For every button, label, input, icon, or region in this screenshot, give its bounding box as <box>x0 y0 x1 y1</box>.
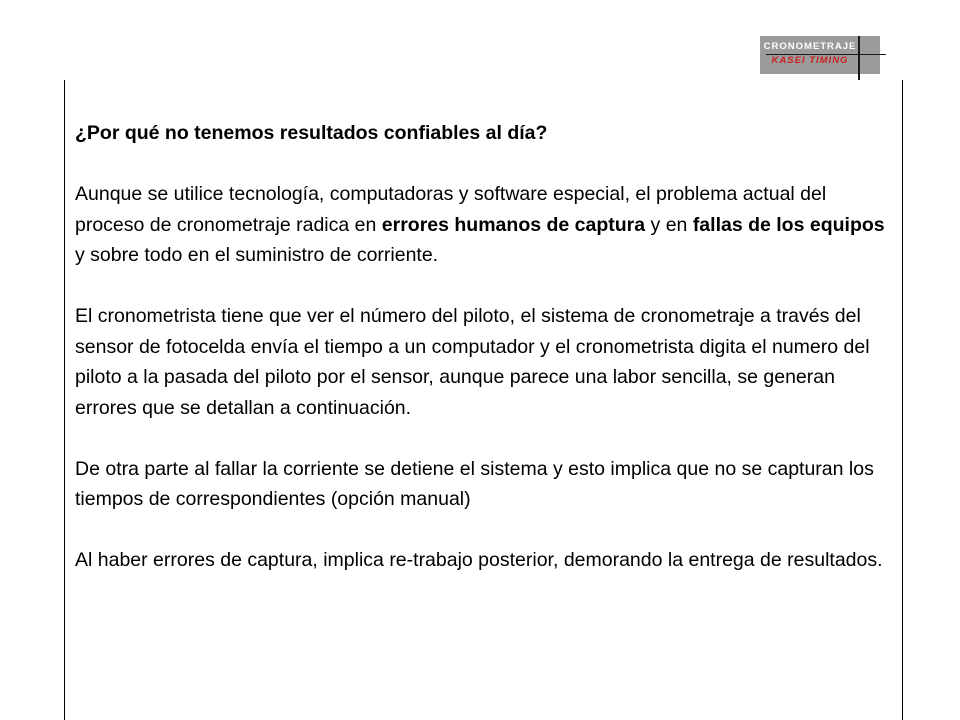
paragraph-consequence: Al haber errores de captura, implica re-trabajo posterior, demorando la entrega de resultados. <box>75 549 883 571</box>
logo-subtitle: KASEI TIMING <box>771 55 849 66</box>
paragraph-process: El cronometrista tiene que ver el número del piloto, el sistema de cronometraje a través del sensor de fotocelda envía el tiempo a un computador y el cronometrista digita el numero del piloto a la pasada del piloto por el sensor, aunque parece una labor sencilla, se generan errores que se detallan a continuación. <box>75 305 870 419</box>
slide-heading: ¿Por qué no tenemos resultados confiables al día? <box>75 122 548 144</box>
logo-title: CRONOMETRAJE <box>763 41 857 52</box>
paragraph-problem-text-2: y en <box>645 213 693 236</box>
left-border-line <box>64 80 65 720</box>
spacer <box>75 149 890 180</box>
paragraph-problem <box>75 179 890 271</box>
slide-body <box>75 118 890 576</box>
spacer <box>75 423 890 454</box>
paragraph-problem-text-3: y sobre todo en el suministro de corriente. <box>75 244 439 266</box>
spacer <box>75 515 890 546</box>
logo-vertical-rule-extension <box>858 74 860 80</box>
paragraph-power-failure: De otra parte al fallar la corriente se detiene el sistema y esto implica que no se capturan los tiempos de correspondientes (opción manual) <box>75 457 874 510</box>
logo-vertical-rule <box>858 36 860 74</box>
spacer <box>75 271 890 302</box>
logo-horizontal-rule <box>766 54 886 55</box>
cronometraje-logo <box>760 36 880 74</box>
paragraph-problem-emphasis-2: fallas de los equipos <box>692 213 885 236</box>
paragraph-problem-text-1: Aunque se utilice tecnología, computadoras y software especial, el problema actual del proceso de cronometraje radica en <box>75 183 827 236</box>
right-border-line <box>902 80 903 720</box>
paragraph-problem-emphasis-1: errores humanos de captura <box>381 213 646 236</box>
